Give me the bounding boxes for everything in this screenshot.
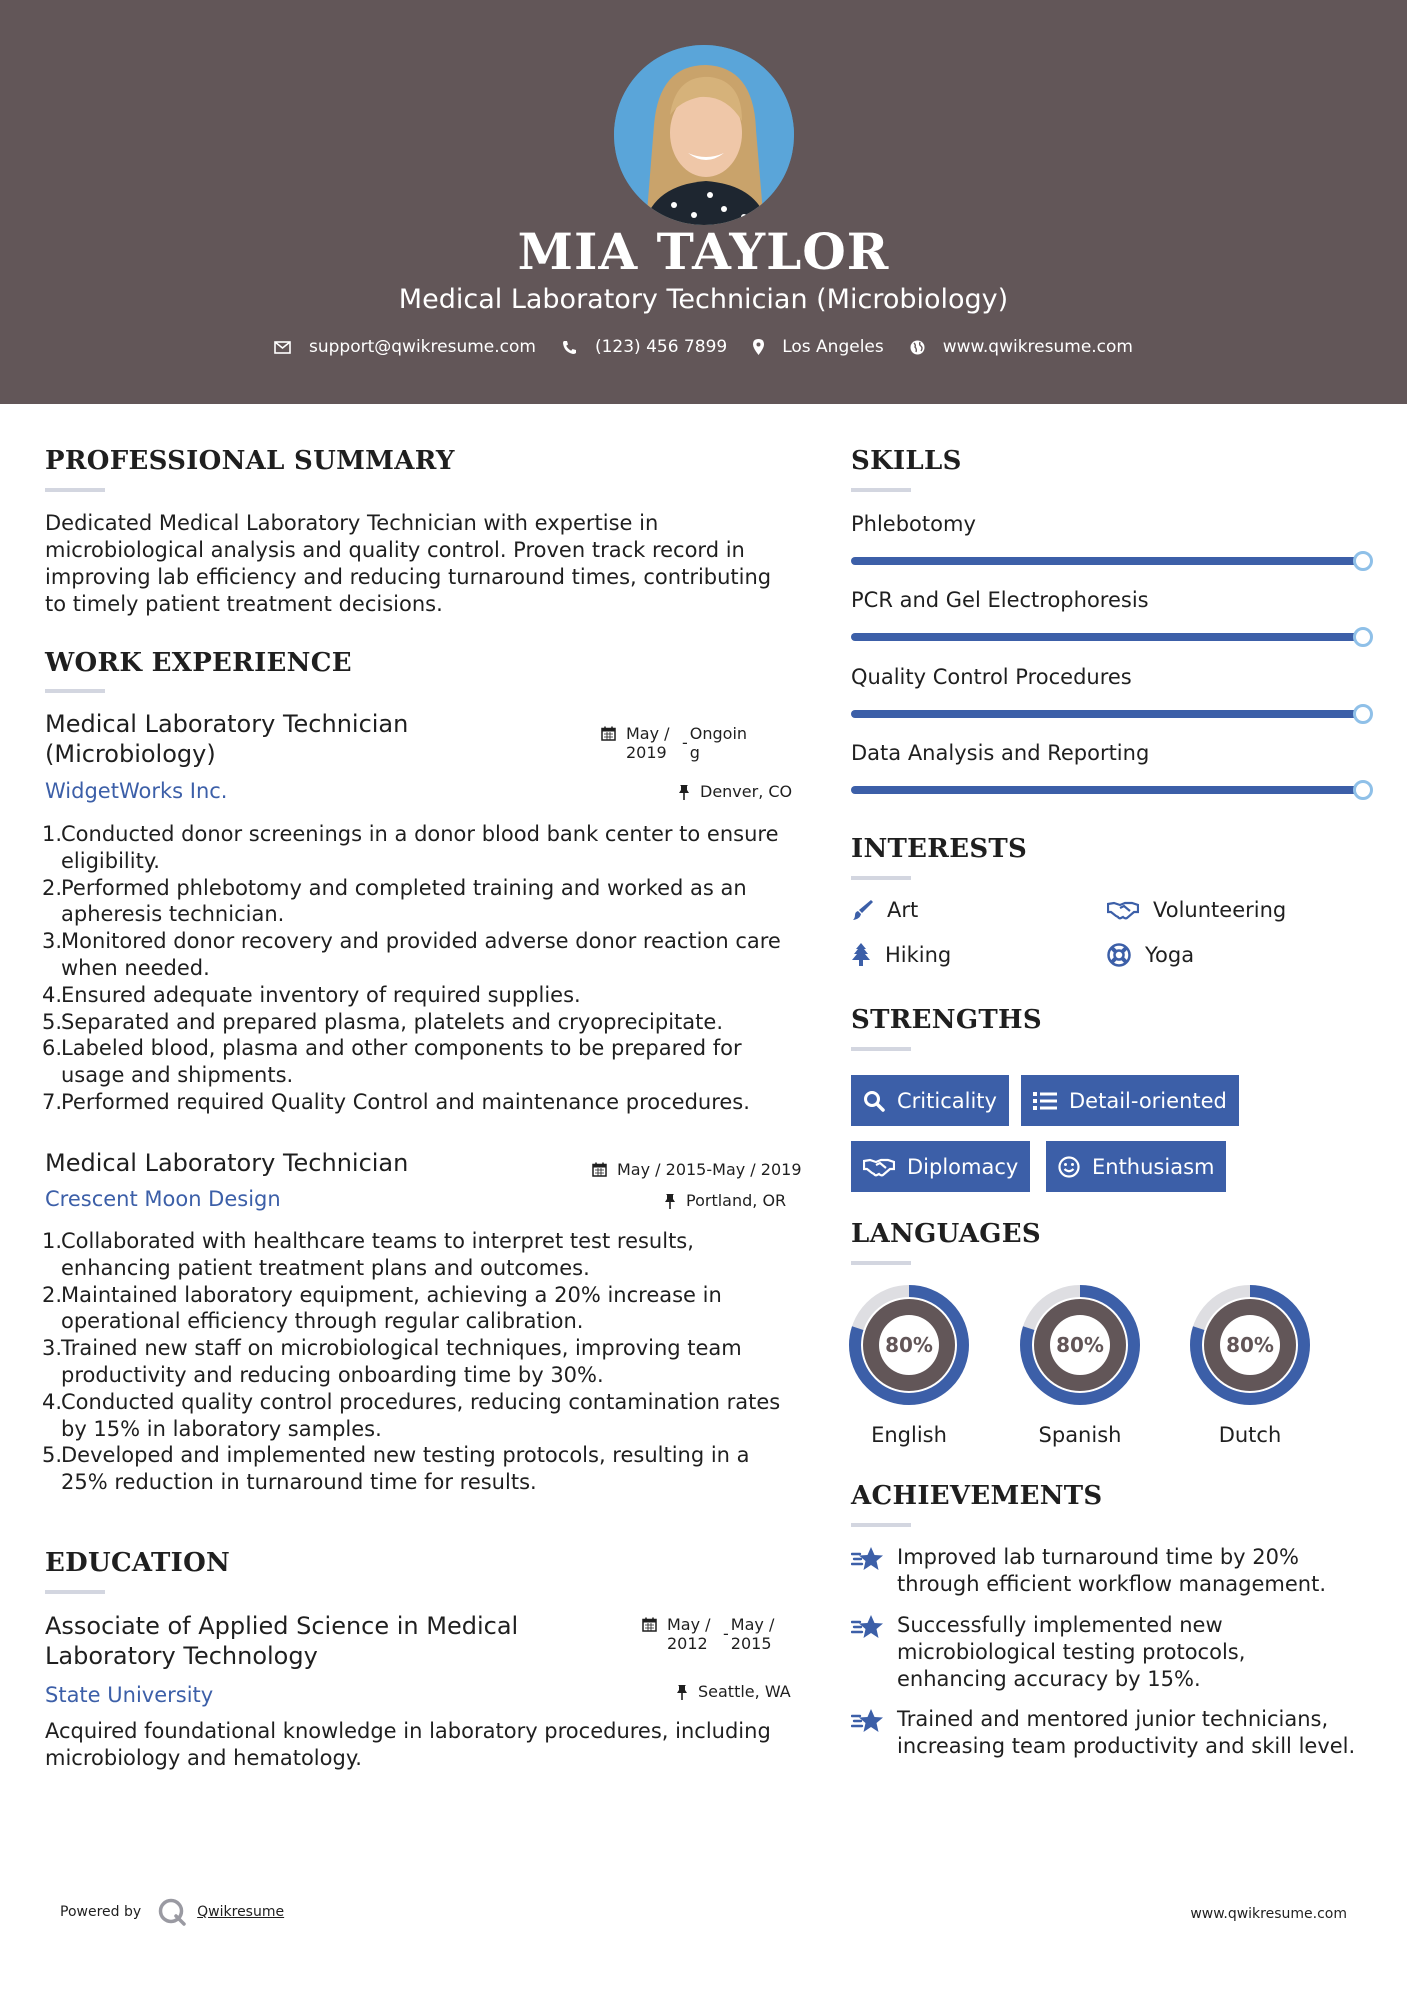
strength-tag: Diplomacy [851, 1141, 1030, 1192]
strengths-heading: STRENGTHS [851, 1005, 1042, 1035]
language-percent: 80% [1056, 1333, 1104, 1357]
pushpin-icon [678, 784, 690, 800]
strength-tag: Enthusiasm [1046, 1141, 1226, 1192]
language-donut [1188, 1283, 1312, 1407]
skill-slider-knob[interactable] [1353, 627, 1373, 647]
job-dates [592, 1160, 802, 1179]
degree-title [45, 1611, 518, 1671]
company-name[interactable]: Crescent Moon Design [45, 1187, 281, 1211]
job-title-line: Medical Laboratory Technician [45, 710, 409, 738]
footer-website[interactable]: www.qwikresume.com [1190, 1906, 1347, 1922]
language-item [847, 1283, 971, 1447]
profile-photo [614, 45, 794, 225]
skill-bar [851, 710, 1366, 718]
tree-icon [851, 943, 871, 967]
skills-rule [851, 488, 911, 492]
job-title-line: (Microbiology) [45, 740, 216, 768]
list-item: 3. Trained new staff on microbiological techniques, improving team productivity and reducing onboarding time by 30%. [42, 1336, 742, 1387]
brand-link[interactable]: Qwikresume [197, 1904, 285, 1920]
list-item: 6. Labeled blood, plasma and other components to be prepared for usage and shipments. [42, 1036, 742, 1088]
education-location [676, 1682, 791, 1701]
powered-by-text: Powered by [60, 1904, 142, 1920]
job-title [45, 709, 408, 769]
achievement-item: Improved lab turnaround time by 20% through efficient workflow management. [851, 1544, 1326, 1598]
star-icon [851, 1708, 885, 1734]
location-text: Denver, CO [700, 782, 793, 801]
resume-header [0, 0, 1407, 404]
list-item: 7. Performed required Quality Control and maintenance procedures. [42, 1089, 750, 1114]
date-start-month: May / [626, 724, 670, 743]
date-end-month: May / [730, 1615, 775, 1634]
skill-bar [851, 786, 1366, 794]
star-icon [851, 1546, 885, 1572]
contact-website[interactable] [910, 337, 1133, 357]
star-icon [851, 1614, 885, 1640]
smile-icon [1058, 1156, 1080, 1178]
list-item: 2. Maintained laboratory equipment, achieving a 20% increase in operational efficiency through regular calibration. [42, 1282, 722, 1334]
footer-powered-by [60, 1897, 284, 1927]
list-item: 4. Conducted quality control procedures, reducing contamination rates by 15% in laboratory samples. [42, 1389, 781, 1441]
date-start-year: 2019 [626, 743, 667, 762]
strength-tag: Criticality [851, 1075, 1009, 1126]
list-item: 5. Separated and prepared plasma, platelets and cryoprecipitate. [42, 1009, 723, 1034]
education-dates [642, 1615, 774, 1653]
email-text: support@qwikresume.com [309, 337, 536, 357]
skill-slider-knob[interactable] [1353, 704, 1373, 724]
language-item [1018, 1283, 1142, 1447]
interest-item: Volunteering [1107, 898, 1286, 922]
achievements-rule [851, 1523, 911, 1527]
skill-label: Quality Control Procedures [851, 665, 1132, 689]
strengths-rule [851, 1047, 911, 1051]
contact-location [753, 337, 884, 357]
language-donut [1018, 1283, 1142, 1407]
degree-line: Associate of Applied Science in Medical [45, 1612, 519, 1640]
contact-bar [0, 337, 1407, 357]
experience-heading: WORK EXPERIENCE [45, 648, 352, 678]
skills-heading: SKILLS [851, 446, 962, 476]
language-percent: 80% [885, 1333, 933, 1357]
date-start-month: May / [667, 1615, 711, 1634]
job-location [678, 782, 792, 801]
school-name[interactable]: State University [45, 1683, 214, 1707]
envelope-icon [274, 341, 291, 354]
skill-slider-knob[interactable] [1353, 551, 1373, 571]
date-end-year: 2015 [730, 1634, 772, 1653]
summary-heading: PROFESSIONAL SUMMARY [45, 446, 455, 476]
languages-rule [851, 1261, 911, 1265]
calendar-icon [642, 1617, 657, 1632]
skill-label: Data Analysis and Reporting [851, 741, 1150, 765]
summary-rule [45, 488, 105, 492]
interest-item: Art [851, 898, 918, 922]
location-text: Seattle, WA [698, 1682, 791, 1701]
website-text: www.qwikresume.com [942, 337, 1133, 357]
interest-item: Yoga [1107, 943, 1194, 967]
skill-slider-knob[interactable] [1353, 780, 1373, 800]
contact-email[interactable] [274, 337, 536, 357]
pushpin-icon [676, 1684, 688, 1700]
language-donut [847, 1283, 971, 1407]
skill-label: Phlebotomy [851, 512, 976, 536]
interest-item: Hiking [851, 943, 951, 967]
job-location [664, 1191, 786, 1210]
experience-rule [45, 689, 105, 693]
globe-icon [910, 340, 925, 355]
date-end-line: Ongoin [689, 724, 748, 743]
job-bullet-list [42, 1228, 802, 1496]
skill-bar [851, 633, 1366, 641]
location-text: Portland, OR [686, 1191, 787, 1210]
languages-heading: LANGUAGES [851, 1219, 1041, 1249]
skill-bar [851, 557, 1366, 565]
list-item: 1. Conducted donor screenings in a donor blood bank center to ensure eligibility. [42, 822, 779, 873]
language-percent: 80% [1226, 1333, 1274, 1357]
interests-heading: INTERESTS [851, 834, 1028, 864]
list-item: 3. Monitored donor recovery and provided adverse donor reaction care when needed. [42, 929, 781, 980]
calendar-icon [592, 1162, 607, 1177]
map-pin-icon [753, 339, 764, 355]
candidate-name: MIA TAYLOR [517, 222, 890, 281]
job-title: Medical Laboratory Technician [45, 1149, 409, 1177]
date-start-year: 2012 [667, 1634, 708, 1653]
education-rule [45, 1590, 105, 1594]
lifebuoy-icon [1107, 943, 1131, 967]
location-text: Los Angeles [782, 337, 884, 357]
job-bullet-list [42, 821, 802, 1116]
list-item: 1. Collaborated with healthcare teams to interpret test results, enhancing patient treatment plans and outcomes. [42, 1229, 694, 1280]
phone-text: (123) 456 7899 [594, 337, 728, 357]
phone-icon [562, 340, 577, 355]
paintbrush-icon [851, 899, 873, 921]
date-separator: - [682, 733, 688, 752]
date-range: May / 2015-May / 2019 [617, 1160, 802, 1179]
summary-text: Dedicated Medical Laboratory Technician with expertise in microbiological analysis and quality control. Proven track record in improving lab efficiency and reducing turnaround times, contributing to timely patient treatment decisions. [45, 511, 772, 616]
list-item: 4. Ensured adequate inventory of required supplies. [42, 982, 581, 1007]
achievement-item: Trained and mentored junior technicians, increasing team productivity and skill level. [851, 1706, 1355, 1760]
language-label: Dutch [1218, 1423, 1282, 1447]
strength-tag: Detail-oriented [1021, 1075, 1239, 1126]
interests-rule [851, 876, 911, 880]
achievement-item: Successfully implemented new microbiological testing protocols, enhancing accuracy by 15%. [851, 1612, 1245, 1693]
qwikresume-logo-icon [157, 1897, 187, 1927]
education-text: Acquired foundational knowledge in laboratory procedures, including microbiology and hematology. [45, 1719, 771, 1770]
list-icon [1033, 1091, 1057, 1111]
degree-line: Laboratory Technology [45, 1642, 318, 1670]
candidate-title: Medical Laboratory Technician (Microbiology) [398, 284, 1009, 315]
pushpin-icon [664, 1193, 676, 1209]
contact-phone[interactable] [562, 337, 727, 357]
search-icon [863, 1090, 885, 1112]
handshake-icon [863, 1157, 895, 1177]
date-separator: - [723, 1624, 729, 1643]
handshake-icon [1107, 900, 1139, 920]
job-dates [601, 724, 747, 762]
list-item: 2. Performed phlebotomy and completed training and worked as an apheresis technician. [42, 875, 747, 927]
language-label: Spanish [1038, 1423, 1122, 1447]
language-label: English [871, 1423, 947, 1447]
language-item [1188, 1283, 1312, 1447]
achievements-heading: ACHIEVEMENTS [851, 1481, 1103, 1511]
list-item: 5. Developed and implemented new testing protocols, resulting in a 25% reduction in turnaround time for results. [42, 1443, 750, 1495]
calendar-icon [601, 726, 616, 741]
date-end-line: g [689, 743, 700, 762]
skill-label: PCR and Gel Electrophoresis [851, 588, 1149, 612]
education-heading: EDUCATION [45, 1548, 231, 1578]
company-name[interactable]: WidgetWorks Inc. [45, 779, 228, 803]
